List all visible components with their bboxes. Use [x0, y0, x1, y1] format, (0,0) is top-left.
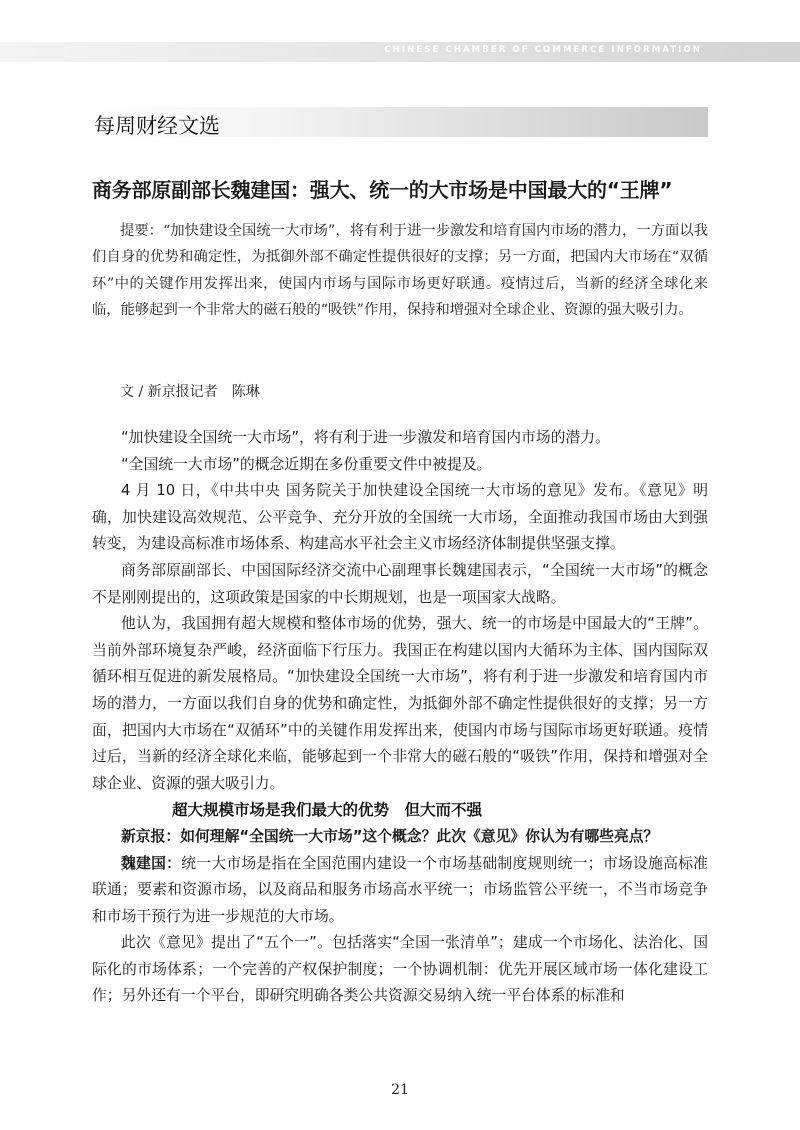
question-speaker: 新京报：: [121, 827, 181, 845]
section-header-band: [92, 107, 708, 137]
publication-name: CHINESE CHAMBER OF COMMERCE INFORMATION: [384, 45, 702, 55]
body-paragraph-2: “全国统一大市场”的概念近期在多份重要文件中被提及。: [121, 455, 492, 473]
interview-question: [92, 824, 708, 851]
section-subheading: 超大规模市场是我们最大的优势 但大而不强: [172, 801, 483, 820]
answer-text: 统一大市场是指在全国范围内建设一个市场基础制度规则统一；市场设施高标准联通；要素和资源市场，以及商品和服务市场高水平统一；市场监管公平统一，不当市场竞争和市场干预行为进一步规范的大市场。: [92, 854, 708, 925]
body-paragraph-1: “加快建设全国统一大市场”，将有利于进一步激发和培育国内市场的潜力。: [121, 429, 610, 446]
article-abstract: 提要：“加快建设全国统一大市场”，将有利于进一步激发和培育国内市场的潜力，一方面以我们自身的优势和确定性，为抵御外部不确定性提供很好的支撑；另一方面，把国内大市场在“双循环”中的关键作用发挥出来，使国内市场与国际市场更好联通。疫情过后，当新的经济全球化来临，能够起到一个非常大的磁石般的“吸铁”作用，保持和增强对全球企业、资源的强大吸引力。: [92, 223, 708, 319]
article-headline: 商务部原副部长魏建国：强大、统一的大市场是中国最大的“王牌”: [92, 178, 673, 202]
body-paragraph-closing: 此次《意见》提出了“五个一”。包括落实“全国一张清单”；建成一个市场化、法治化、国际化的市场体系；一个完善的产权保护制度；一个协调机制：优先开展区域市场一体化建设工作；另外还有一个平台，即研究明确各类公共资源交易纳入统一平台体系的标准和: [92, 934, 708, 1005]
body-paragraph-3: 4 月 10 日，《中共中央 国务院关于加快建设全国统一大市场的意见》发布。《意见》明确，加快建设高效规范、公平竞争、充分开放的全国统一大市场，全面推动我国市场由大到强转变，为建设高标准市场体系、构建高水平社会主义市场经济体制提供坚强支撑。: [92, 482, 708, 553]
question-text: 如何理解“全国统一大市场”这个概念？此次《意见》你认为有哪些亮点？: [180, 827, 659, 845]
interview-answer: [92, 851, 708, 931]
body-paragraph-5: 他认为，我国拥有超大规模和整体市场的优势，强大、统一的市场是中国最大的“王牌”。当前外部环境复杂严峻，经济面临下行压力。我国正在构建以国内大循环为主体、国内国际双循环相互促进的新发展格局。“加快建设全国统一大市场”，将有利于进一步激发和培育国内市场的潜力，一方面以我们自身的优势和确定性，为抵御外部不确定性提供很好的支撑；另一方面，把国内大市场在“双循环”中的关键作用发挥出来，使国内市场与国际市场更好联通。疫情过后，当新的经济全球化来临，能够起到一个非常大的磁石般的“吸铁”作用，保持和增强对全球企业、资源的强大吸引力。: [92, 615, 708, 792]
article-byline: 文 / 新京报记者 陈琳: [120, 384, 260, 400]
top-header-band: [0, 42, 800, 62]
article-body: [92, 425, 708, 1010]
answer-speaker: 魏建国：: [121, 854, 182, 872]
body-paragraph-4: 商务部原副部长、中国国际经济交流中心副理事长魏建国表示，“全国统一大市场”的概念不是刚刚提出的，这项政策是国家的中长期规划，也是一项国家大战略。: [92, 561, 708, 606]
section-title: 每周财经文选: [94, 114, 220, 138]
page-number: 21: [391, 1082, 409, 1098]
